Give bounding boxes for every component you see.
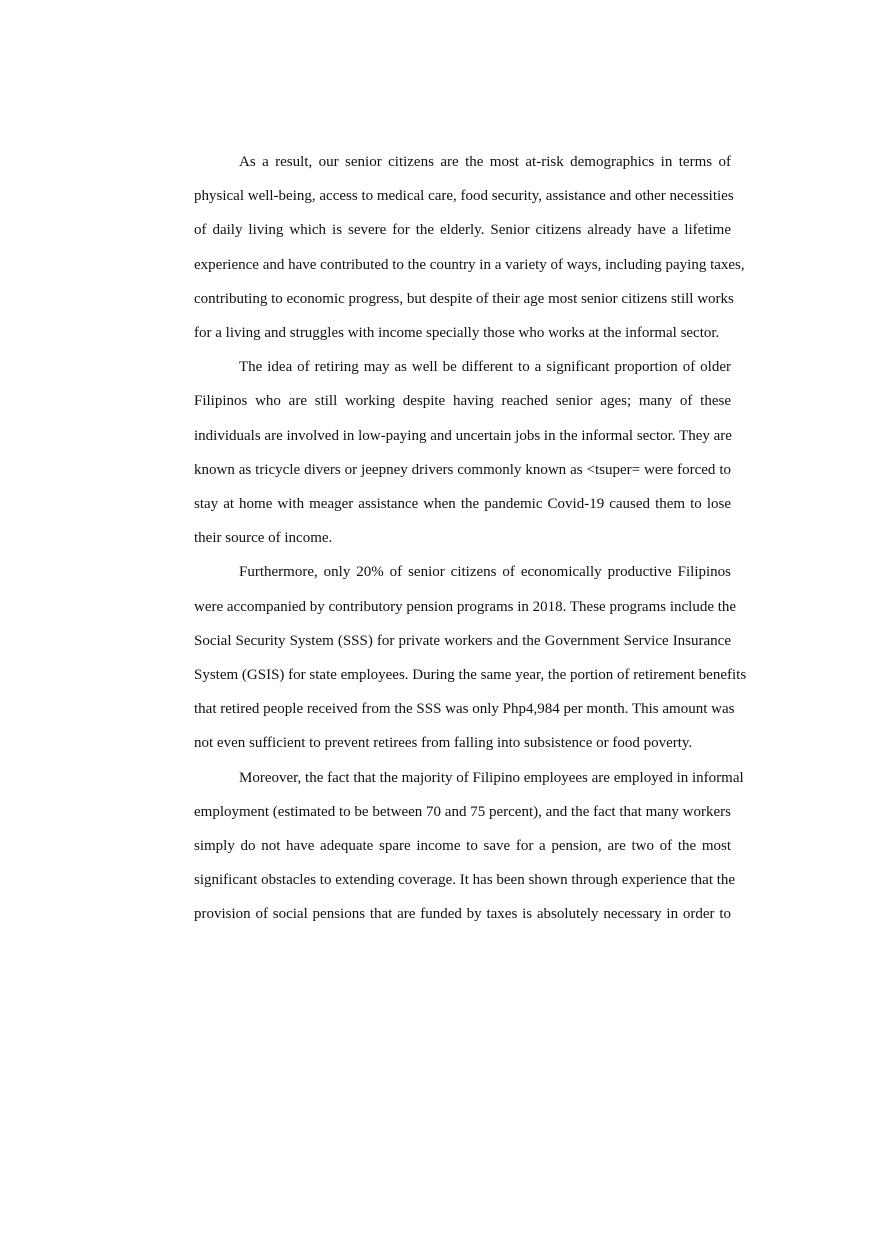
text-line: Social Security System (SSS) for private workers and the Government Service Insurance — [194, 632, 731, 649]
text-line: Filipinos who are still working despite having reached senior ages; many of these — [194, 393, 731, 410]
paragraph-4 — [194, 761, 744, 932]
text-line: Moreover, the fact that the majority of Filipino employees are employed in informal — [239, 769, 744, 786]
text-line: As a result, our senior citizens are the most at-risk demographics in terms of — [239, 154, 731, 170]
text-line: for a living and struggles with income specially those who works at the informal sector. — [194, 325, 720, 342]
paragraph-2 — [194, 350, 731, 555]
body-text — [194, 145, 747, 932]
text-line: significant obstacles to extending coverage. It has been shown through experience that the — [194, 872, 736, 889]
text-line: physical well-being, access to medical care, food security, assistance and other necessities — [194, 188, 734, 205]
text-line: The idea of retiring may as well be different to a significant proportion of older — [239, 359, 731, 376]
paragraph-1 — [194, 145, 745, 350]
text-line: their source of income. — [194, 530, 333, 547]
text-line: employment (estimated to be between 70 and 75 percent), and the fact that many workers — [194, 803, 731, 820]
text-line: experience and have contributed to the country in a variety of ways, including paying taxes, — [194, 256, 745, 273]
paragraph-3 — [194, 555, 747, 760]
text-line: System (GSIS) for state employees. During the same year, the portion of retirement benefits — [194, 667, 747, 684]
text-line: known as tricycle divers or jeepney drivers commonly known as <tsuper= were forced to — [194, 461, 731, 478]
text-line: that retired people received from the SSS was only Php4,984 per month. This amount was — [194, 701, 735, 718]
text-line: simply do not have adequate spare income to save for a pension, are two of the most — [194, 838, 731, 855]
text-line: Furthermore, only 20% of senior citizens of economically productive Filipinos — [239, 564, 731, 581]
text-line: of daily living which is severe for the elderly. Senior citizens already have a lifetime — [194, 222, 731, 239]
text-line: were accompanied by contributory pension programs in 2018. These programs include the — [194, 598, 737, 615]
text-line: contributing to economic progress, but despite of their age most senior citizens still works — [194, 290, 734, 307]
text-line: provision of social pensions that are funded by taxes is absolutely necessary in order to — [194, 906, 731, 923]
text-line: not even sufficient to prevent retirees from falling into subsistence or food poverty. — [194, 735, 693, 752]
text-line: stay at home with meager assistance when the pandemic Covid-19 caused them to lose — [194, 496, 731, 513]
text-line: individuals are involved in low-paying and uncertain jobs in the informal sector. They are — [194, 427, 732, 444]
